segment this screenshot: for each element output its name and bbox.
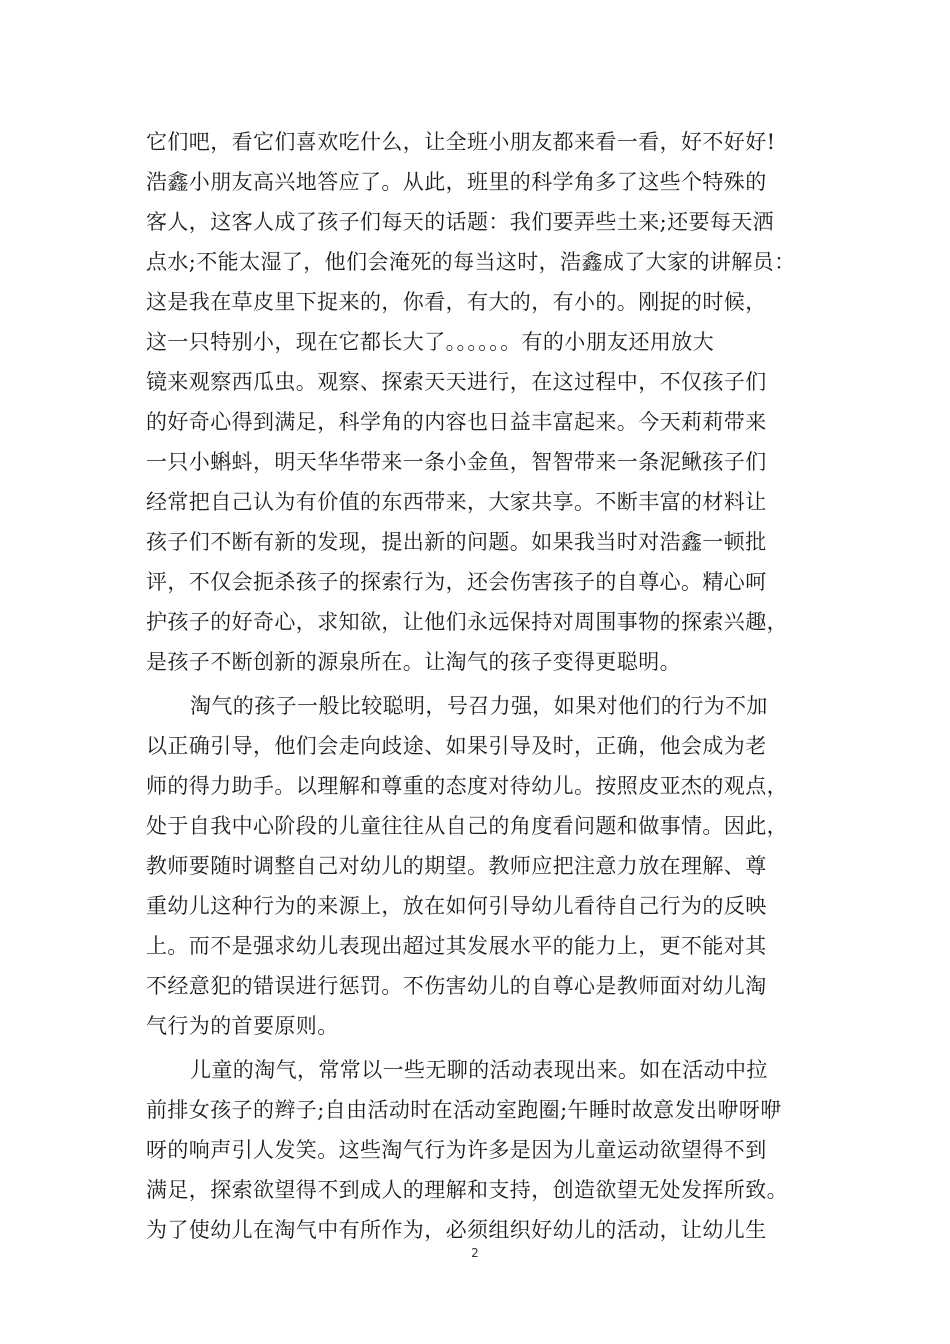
text-line: 教师要随时调整自己对幼儿的期望。教师应把注意力放在理解、尊: [146, 854, 767, 878]
text-line: 气行为的首要原则。: [146, 1014, 339, 1038]
text-line: 浩鑫小朋友高兴地答应了。从此，班里的科学角多了这些个特殊的: [146, 170, 767, 194]
text-line: 点水;不能太湿了，他们会淹死的每当这时，浩鑫成了大家的讲解员：: [146, 250, 796, 274]
paragraph: [146, 1050, 806, 1250]
text-line: 为了使幼儿在淘气中有所作为，必须组织好幼儿的活动，让幼儿生: [146, 1218, 767, 1242]
paragraph: [146, 122, 806, 682]
text-line: 这是我在草皮里下捉来的，你看，有大的，有小的。刚捉的时候，: [146, 290, 767, 314]
text-line: 淘气的孩子一般比较聪明，号召力强，如果对他们的行为不加: [190, 694, 768, 718]
text-line: 护孩子的好奇心，求知欲，让他们永远保持对周围事物的探索兴趣，: [146, 610, 788, 634]
text-line: 这一只特别小，现在它都长大了。。。。。。有的小朋友还用放大: [146, 330, 715, 354]
text-line: 师的得力助手。以理解和尊重的态度对待幼儿。按照皮亚杰的观点，: [146, 774, 788, 798]
text-line: 的好奇心得到满足，科学角的内容也日益丰富起来。今天莉莉带来: [146, 410, 767, 434]
text-line: 处于自我中心阶段的儿童往往从自己的角度看问题和做事情。因此，: [146, 814, 788, 838]
text-line: 它们吧，看它们喜欢吃什么，让全班小朋友都来看一看，好不好好!: [146, 130, 776, 154]
page-number: 2: [471, 1246, 479, 1260]
text-line: 上。而不是强求幼儿表现出超过其发展水平的能力上，更不能对其: [146, 934, 767, 958]
paragraph: [146, 686, 806, 1046]
text-line: 是孩子不断创新的源泉所在。让淘气的孩子变得更聪明。: [146, 650, 681, 674]
text-line: 前排女孩子的辫子;自由活动时在活动室跑圈;午睡时故意发出咿呀咿: [146, 1098, 782, 1122]
text-line: 客人，这客人成了孩子们每天的话题：我们要弄些土来;还要每天洒: [146, 210, 775, 234]
text-line: 经常把自己认为有价值的东西带来，大家共享。不断丰富的材料让: [146, 490, 767, 514]
text-line: 以正确引导，他们会走向歧途、如果引导及时，正确，他会成为老: [146, 734, 767, 758]
text-line: 不经意犯的错误进行惩罚。不伤害幼儿的自尊心是教师面对幼儿淘: [146, 974, 767, 998]
body-text: [146, 122, 806, 1250]
text-line: 孩子们不断有新的发现，提出新的问题。如果我当时对浩鑫一顿批: [146, 530, 767, 554]
text-line: 儿童的淘气，常常以一些无聊的活动表现出来。如在活动中拉: [190, 1058, 768, 1082]
text-line: 满足，探索欲望得不到成人的理解和支持，创造欲望无处发挥所致。: [146, 1178, 788, 1202]
text-line: 评，不仅会扼杀孩子的探索行为，还会伤害孩子的自尊心。精心呵: [146, 570, 767, 594]
text-line: 一只小蝌蚪，明天华华带来一条小金鱼，智智带来一条泥鳅孩子们: [146, 450, 767, 474]
text-line: 呀的响声引人发笑。这些淘气行为许多是因为儿童运动欲望得不到: [146, 1138, 767, 1162]
text-line: 镜来观察西瓜虫。观察、探索天天进行，在这过程中，不仅孩子们: [146, 370, 767, 394]
text-line: 重幼儿这种行为的来源上，放在如何引导幼儿看待自己行为的反映: [146, 894, 767, 918]
